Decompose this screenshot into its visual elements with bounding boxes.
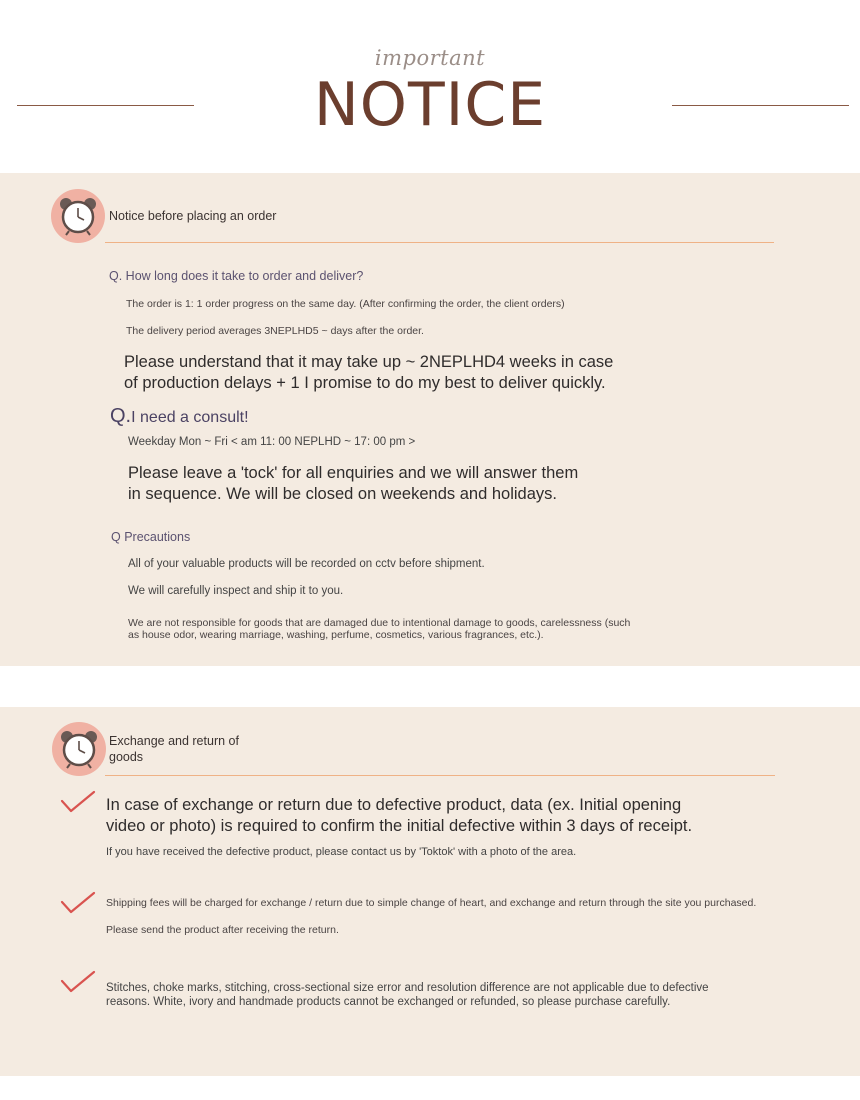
exchange-shipping-line: Shipping fees will be charged for exchange / return due to simple change of heart, and exchange and return through the site you purchased. — [106, 897, 757, 909]
section-title-line: goods — [109, 750, 144, 764]
precaution-line: We will carefully inspect and ship it to you. — [128, 585, 344, 597]
faq-question-text: I need a consult! — [131, 409, 249, 426]
check-mark-icon — [60, 890, 96, 916]
section-divider — [105, 242, 774, 243]
consult-hours: Weekday Mon ~ Fri < am 11: 00 NEPLHD ~ 17: 00 pm > — [128, 436, 416, 448]
faq-emphasis-line: Please leave a 'tock' for all enquiries and we will answer them — [128, 464, 579, 482]
alarm-clock-icon — [52, 722, 106, 776]
check-mark-icon — [60, 789, 96, 815]
precaution-line: We are not responsible for goods that are damaged due to intentional damage to goods, carelessness (such — [128, 617, 631, 629]
exchange-shipping-line: Please send the product after receiving the return. — [106, 924, 339, 936]
header-script-text: important — [374, 46, 486, 70]
exchange-note: If you have received the defective product, please contact us by 'Toktok' with a photo of the area. — [106, 846, 577, 858]
section-divider — [105, 775, 775, 776]
faq-answer-line: The delivery period averages 3NEPLHD5 ~ days after the order. — [126, 325, 424, 337]
faq-question-delivery: Q. How long does it take to order and deliver? — [109, 269, 364, 283]
section-title-line: Exchange and return of — [109, 734, 239, 748]
exchange-disclaimer-line: Stitches, choke marks, stitching, cross-sectional size error and resolution difference are not applicable due to defective — [106, 982, 709, 994]
precaution-line: All of your valuable products will be recorded on cctv before shipment. — [128, 558, 485, 570]
faq-emphasis-line: in sequence. We will be closed on weekends and holidays. — [128, 485, 557, 503]
exchange-emphasis-line: In case of exchange or return due to defective product, data (ex. Initial opening — [106, 796, 682, 814]
exchange-disclaimer — [106, 981, 709, 1009]
header-divider-left — [17, 105, 194, 106]
page-title: NOTICE — [313, 70, 547, 140]
faq-question-precautions: Q Precautions — [111, 530, 191, 544]
check-mark-icon — [60, 969, 96, 995]
exchange-emphasis-line: video or photo) is required to confirm the initial defective within 3 days of receipt. — [106, 817, 693, 835]
exchange-disclaimer-line: reasons. White, ivory and handmade products cannot be exchanged or refunded, so please purchase carefully. — [106, 996, 671, 1008]
precaution-line: as house odor, wearing marriage, washing, perfume, cosmetics, various fragrances, etc.). — [128, 629, 544, 641]
faq-answer-line: The order is 1: 1 order progress on the same day. (After confirming the order, the client orders) — [126, 298, 565, 310]
section-title-order-notice: Notice before placing an order — [109, 209, 277, 223]
faq-emphasis-line: Please understand that it may take up ~ 2NEPLHD4 weeks in case — [124, 353, 614, 371]
q-letter: Q. — [110, 405, 132, 427]
header-divider-right — [672, 105, 849, 106]
faq-question-consult — [110, 405, 249, 428]
section-title-exchange — [109, 733, 239, 765]
alarm-clock-icon — [51, 189, 105, 243]
faq-emphasis-line: of production delays + 1 I promise to do my best to deliver quickly. — [124, 374, 606, 392]
